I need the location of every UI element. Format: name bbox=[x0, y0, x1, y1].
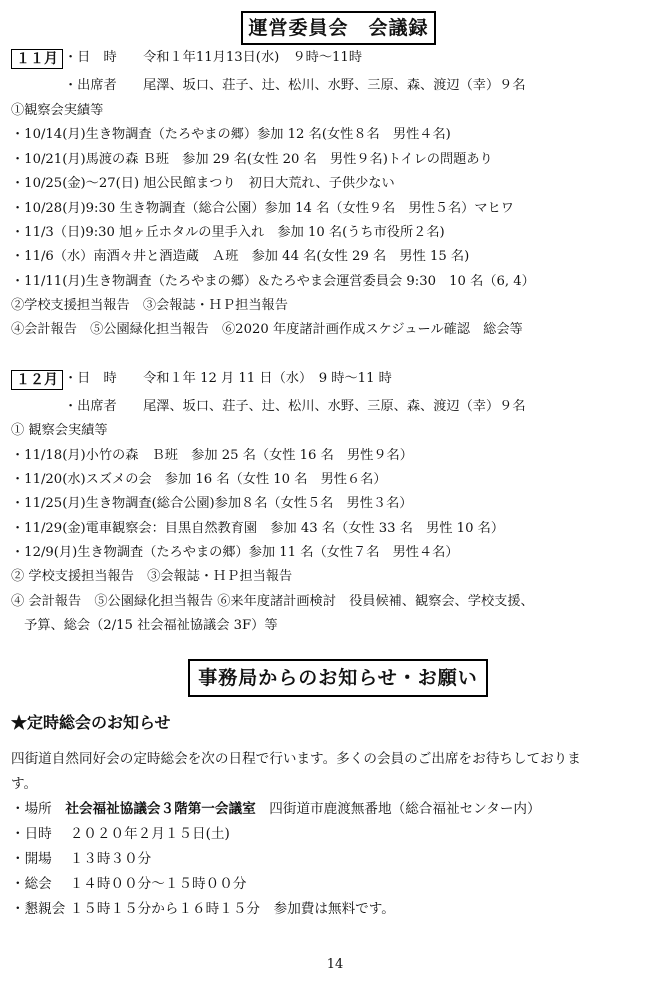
december-line: 予算、総会（2/15 社会福祉協議会 3F）等 bbox=[11, 618, 278, 633]
december-line: ・11/25(月)生き物調査(総合公園)参加８名（女性５名 男性３名） bbox=[11, 496, 413, 511]
november-line: ①観察会実績等 bbox=[11, 103, 104, 118]
december-line: ・12/9(月)生き物調査（たろやまの郷）参加 11 名（女性７名 男性４名） bbox=[11, 545, 459, 560]
meeting-minutes-title: 運営委員会 会議録 bbox=[241, 11, 436, 45]
november-line: ・11/3（日)9:30 旭ヶ丘ホタルの里手入れ 参加 10 名(うち市役所２名) bbox=[11, 225, 445, 240]
december-line: ・11/29(金)電車観察会：目黒自然教育園 参加 43 名（女性 33 名 男性 10 名） bbox=[11, 521, 505, 536]
notice-title: 事務局からのお知らせ・お願い bbox=[188, 659, 488, 697]
venue-address: 四街道市鹿渡無番地（総合福祉センター内） bbox=[255, 801, 541, 817]
november-line: ④会計報告 ⑤公園緑化担当報告 ⑥2020 年度諸計画作成スケジュール確認 総会等 bbox=[11, 322, 523, 337]
schedule-item: ・総会 １４時００分～１５時００分 bbox=[11, 876, 247, 892]
november-line: ・10/25(金)～27(日) 旭公民館まつり 初日大荒れ、子供少ない bbox=[11, 176, 395, 191]
schedule-item: ・日時 ２０２０年２月１５日(土) bbox=[11, 826, 230, 842]
november-line: ・11/6（水）南酒々井と酒造蔵 Ａ班 参加 44 名(女性 29 名 男性 15 名) bbox=[11, 249, 470, 264]
month-label-december: １２月 bbox=[11, 370, 63, 390]
november-date: ・日 時 令和１年11月13日(水) ９時～11時 bbox=[64, 50, 363, 65]
venue-line bbox=[11, 798, 541, 820]
november-line: ・10/21(月)馬渡の森 Ｂ班 参加 29 名(女性 20 名 男性９名)トイレの問題あり bbox=[11, 152, 493, 167]
november-line: ・11/11(月)生き物調査（たろやまの郷）＆たろやま会運営委員会 9:30 10 名（6, 4） bbox=[11, 274, 535, 289]
venue-label: ・場所 bbox=[11, 801, 66, 817]
schedule-item: ・懇親会 １５時１５分から１６時１５分 参加費は無料です。 bbox=[11, 901, 395, 917]
december-line: ① 観察会実績等 bbox=[11, 423, 108, 438]
december-line: ・11/20(水)スズメの会 参加 16 名（女性 10 名 男性６名） bbox=[11, 472, 387, 487]
schedule-item: ・開場 １３時３０分 bbox=[11, 851, 152, 867]
general-meeting-heading: ★定時総会のお知らせ bbox=[11, 713, 171, 732]
month-label-november: １１月 bbox=[11, 49, 63, 69]
notice-intro-line: す。 bbox=[11, 776, 38, 792]
november-line: ・10/14(月)生き物調査（たろやまの郷）参加 12 名(女性８名 男性４名) bbox=[11, 127, 451, 142]
november-line: ②学校支援担当報告 ③会報誌・ＨＰ担当報告 bbox=[11, 298, 288, 313]
december-line: ・11/18(月)小竹の森 Ｂ班 参加 25 名（女性 16 名 男性９名） bbox=[11, 448, 413, 463]
notice-intro-line: 四街道自然同好会の定時総会を次の日程で行います。多くの会員のご出席をお待ちしておりま bbox=[11, 751, 581, 767]
page-number: 14 bbox=[326, 957, 344, 972]
december-line: ④ 会計報告 ⑤公園緑化担当報告 ⑥来年度諸計画検討 役員候補、観察会、学校支援、 bbox=[11, 594, 534, 609]
december-attendees: ・出席者 尾澤、坂口、荘子、辻、松川、水野、三原、森、渡辺（幸）９名 bbox=[64, 399, 526, 414]
november-attendees: ・出席者 尾澤、坂口、荘子、辻、松川、水野、三原、森、渡辺（幸）９名 bbox=[64, 78, 526, 93]
december-date: ・日 時 令和１年 12 月 11 日（水） 9 時～11 時 bbox=[64, 371, 392, 386]
december-line: ② 学校支援担当報告 ③会報誌・ＨＰ担当報告 bbox=[11, 569, 293, 584]
november-line: ・10/28(月)9:30 生き物調査（総合公園）参加 14 名（女性９名 男性５名）マヒワ bbox=[11, 201, 514, 216]
venue-name: 社会福祉協議会３階第一会議室 bbox=[65, 801, 256, 817]
